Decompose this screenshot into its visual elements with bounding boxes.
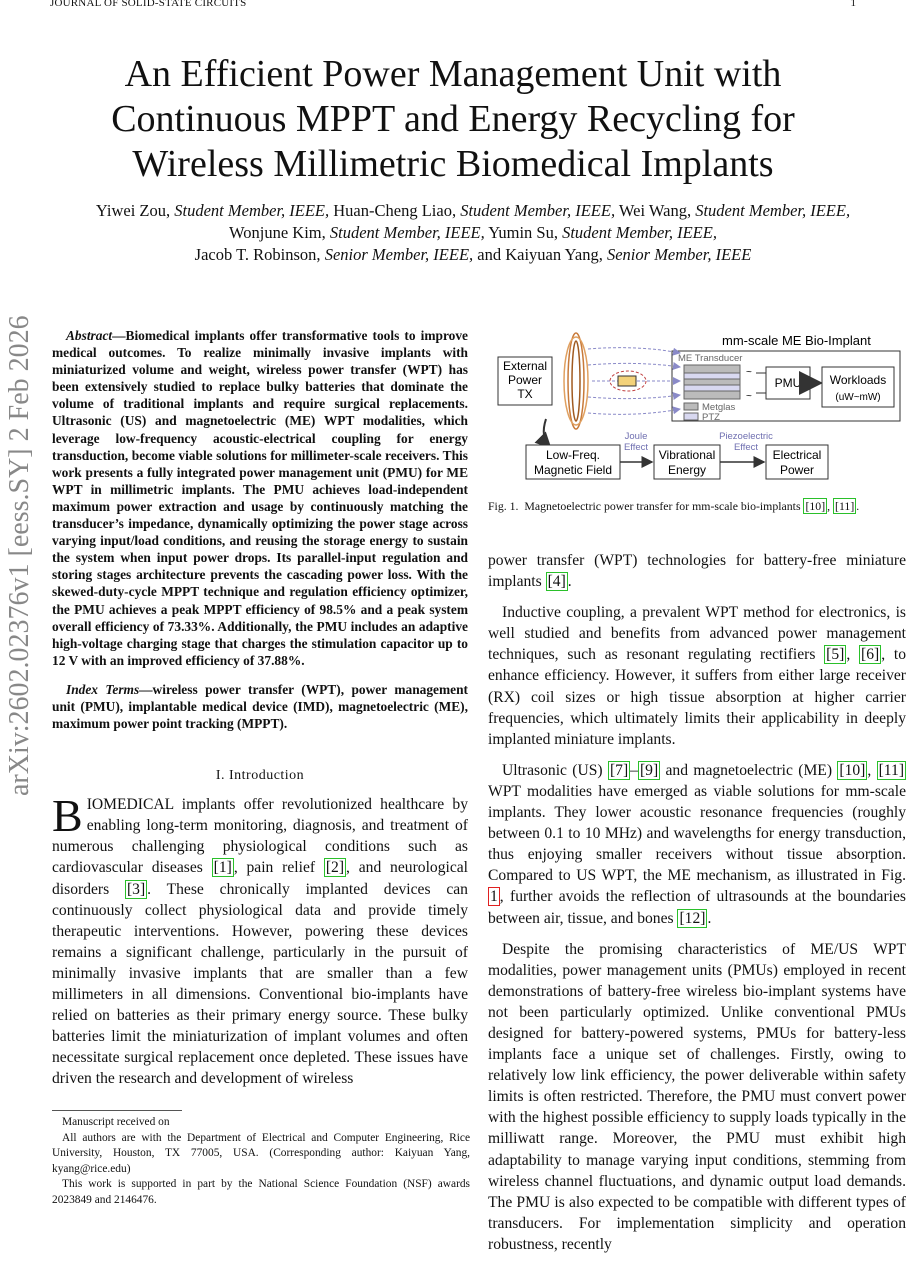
svg-text:Workloads: Workloads [829,373,887,387]
right-column [488,327,906,1265]
arxiv-stamp[interactable]: arXiv:2602.02376v1 [eess.SY] 2 Feb 2026 [4,315,35,796]
svg-text:Vibrational: Vibrational [658,448,716,462]
running-header: JOURNAL OF SOLID-STATE CIRCUITS [50,0,247,9]
pzt-swatch [684,413,698,420]
author-line-3: Jacob T. Robinson, Senior Member, IEEE, and Kaiyuan Yang, Senior Member, IEEE [194,245,752,264]
citation-link[interactable]: [12] [679,909,706,927]
citation-link[interactable]: [7] [609,761,629,779]
abstract: Abstract—Biomedical implants offer transformative tools to improve medical outcomes. To realize minimally invasive implants with miniaturized volume and weight, wireless power transfer (WPT) has been extensively studied to replace bulky batteries that dominate the volume of traditional implants and require surgical replacements. Ultrasonic (US) and magnetoelectric (ME) WPT modalities, which leverage low-frequency acoustic-electrical coupling for energy transduction, become viable solutions for millimeter-scale receivers. This work presents a fully integrated power management unit (PMU) for ME WPT in millimetric implants. The PMU achieves load-independent maximum power extraction and usage by continuously matching the transducer’s impedance, dynamically optimizing the power stage across varying input/load conditions, and reusing the storage energy to sustain the system when input power drops. Its parallel-input regulation and storing stages architecture prevents the cascading power loss. With the skewed-duty-cycle MPPT technique and regulation efficiency optimizer, the PMU achieves a peak MPPT efficiency of 98.5% and a peak system overall efficiency of 73.33%. Additionally, the PMU includes an adaptive high-voltage charging stage that charges the stimulation capacitor up to 12 V with an improved efficiency of 37.88%. [52,328,468,668]
footnotes [52,1110,470,1208]
svg-text:TX: TX [517,387,533,401]
svg-text:Effect: Effect [623,442,649,453]
svg-text:Metglas: Metglas [702,402,736,413]
drop-cap: B [52,790,83,842]
implant-title: mm-scale ME Bio-Implant [722,333,871,348]
footnote-rule [52,1110,182,1111]
svg-text:Effect: Effect [733,442,759,453]
citation-link[interactable]: [10] [805,499,826,513]
body-paragraph: Despite the promising characteristics of ME/US WPT modalities, power management units (PMUs) employed in recent demonstrations of battery-free wireless bio-implant systems have not been particularly optimized. Unlike conventional PMUs designed for battery-powered systems, PMUs for battery-less implants face a unique set of challenges. Firstly, owing to relatively low link efficiency, the power deliverable within safety limits is often restricted. Therefore, the PMU must convert power with the highest possible efficiency to supply loads typically in the milliwatt range. Moreover, the PMU must exhibit high adaptability to manage varying input conditions, stemming from wireless channel fluctuations, and dynamic output load demands. The PMU is also expected to be compatible with different types of transducers. For implementation simplicity and operation robustness, recently [488,940,906,1253]
coil-icon [564,333,588,429]
author-line-2: Wonjune Kim, Student Member, IEEE, Yumin Su, Student Member, IEEE, [229,223,717,242]
body-paragraph: power transfer (WPT) technologies for battery-free miniature implants [4] . [488,552,906,591]
citation-link[interactable]: [6] [861,646,880,664]
section-heading: I. Introduction [215,768,305,784]
citation-link[interactable]: [11] [835,499,855,513]
intro-paragraph: BIOMEDICAL implants offer revolutionized healthcare by enabling long-term monitoring, diagnosis, and treatment of numerous challenging physiological conditions such as cardiovascular diseases [1] , pain relief [2] , and neurological disorders [3] . These chronically implanted devices can continuously collect physiological data and provide timely therapeutic interventions. However, powering these devices remains a significant challenge, particularly in the pursuit of minimally invasive implants that are smaller than a few millimeters in all dimensions. Conventional bio-implants have relied on batteries as their primary energy source. These bulky batteries limit the miniaturization of implant volumes and often necessitate surgical replacement once depleted. These issues have driven the research and development of wireless [52,790,468,1088]
svg-text:(uW~mW): (uW~mW) [835,392,881,403]
footnote: Manuscript received on [62,1116,170,1128]
svg-text:Electrical: Electrical [772,448,822,462]
svg-text:ME Transducer: ME Transducer [678,353,743,364]
ac-symbol: ~ [746,367,752,378]
page-number: 1 [850,0,856,9]
paper-title: An Efficient Power Management Unit with Continuous MPPT and Energy Recycling for Wireless Millimetric Biomedical Implants [111,53,795,185]
citation-link[interactable]: [5] [826,646,845,664]
citation-link[interactable]: [10] [839,761,866,779]
citation-link[interactable]: [11] [878,761,905,779]
svg-text:Piezoelectric: Piezoelectric [719,431,773,442]
body-paragraph: Ultrasonic (US) [7] – [9] and magnetoelectric (ME) [10] , [11] WPT modalities have emerged as viable solutions for mm-scale implants. They lower acoustic resonance frequencies (roughly between 0.1 to 10 MHz) and wavelengths for energy transduction, thus enjoying smaller receivers without tissue absorption. Compared to US WPT, the ME mechanism, as illustrated in Fig. 1 , further avoids the reflection of ultrasounds at the boundaries between air, tissue, and bones [12] . [488,761,906,927]
figure-link[interactable]: 1 [490,888,498,906]
svg-text:PTZ: PTZ [702,412,720,423]
me-wpt-diagram [488,327,906,487]
citation-link[interactable]: [2] [325,859,345,877]
svg-text:Magnetic Field: Magnetic Field [533,463,613,477]
svg-text:Low-Freq.: Low-Freq. [545,448,601,462]
index-terms: Index Terms—wireless power transfer (WPT), power management unit (PMU), implantable medical device (IMD), magnetoelectric (ME), maximum power point tracking (MPPT). [52,681,468,732]
svg-text:Joule: Joule [624,431,648,442]
author-list [40,200,906,266]
author-line-1: Yiwei Zou, Student Member, IEEE, Huan-Cheng Liao, Student Member, IEEE, Wei Wang, Student Member, IEEE, [95,201,851,220]
transducer-small-icon [618,376,636,386]
ac-symbol: ~ [746,391,752,402]
svg-text:Power: Power [779,463,815,477]
svg-text:PMU: PMU [774,376,802,390]
citation-link[interactable]: [4] [547,573,566,591]
figure-1 [488,327,906,487]
citation-link[interactable]: [3] [126,880,146,898]
body-paragraph: Inductive coupling, a prevalent WPT method for electronics, is well studied and benefits from advanced power management techniques, such as resonant regulating rectifiers [5] , [6] , to enhance efficiency. However, it suffers from either large receiver (RX) coil sizes or high tissue absorption at higher carrier frequencies, which ultimately limits their applicability in deeply implanted miniature implants. [488,604,906,748]
svg-text:Energy: Energy [667,463,707,477]
footnote: This work is supported in part by the National Science Foundation (NSF) awards 2023849 and 2146476. [52,1178,470,1206]
metglas-swatch [684,403,698,410]
me-transducer-icon [684,365,740,399]
svg-text:External: External [502,359,548,373]
svg-text:Power: Power [507,373,543,387]
left-column [52,327,468,1089]
figure-caption: Fig. 1. Magnetoelectric power transfer for mm-scale bio-implants [10] , [11] . [488,499,860,513]
citation-link[interactable]: [1] [213,859,232,877]
footnote: All authors are with the Department of Electrical and Computer Engineering, Rice University, Houston, TX 77005, USA. (Corresponding author: Kaiyuan Yang, kyang@rice.edu) [52,1131,470,1175]
citation-link[interactable]: [9] [639,761,659,779]
down-arrow [544,419,550,447]
